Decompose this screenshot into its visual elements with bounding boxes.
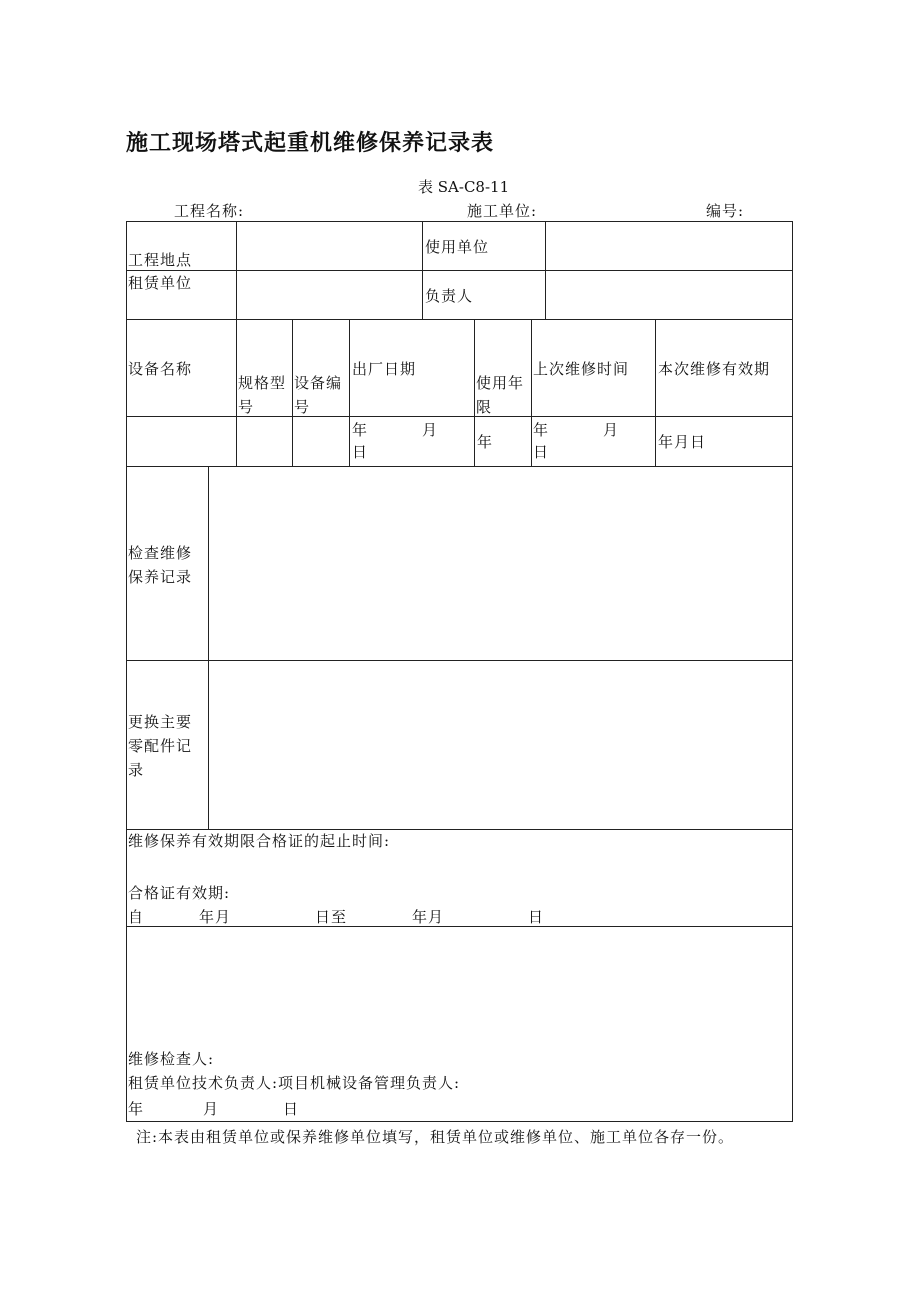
- project-name-label: 工程名称:: [174, 202, 245, 220]
- equip-no-header: 设备编号: [294, 374, 343, 416]
- table-border-right: [792, 221, 793, 1122]
- col-divider: [208, 466, 209, 829]
- col-divider: [474, 319, 475, 466]
- last-repair-month: 月: [603, 421, 620, 439]
- cert-valid-label: 合格证有效期:: [128, 884, 231, 902]
- row-divider: [126, 660, 793, 661]
- col-divider: [655, 319, 656, 466]
- cert-day-to: 日至: [315, 908, 348, 926]
- validity-header: 本次维修有效期: [658, 360, 771, 378]
- col-divider: [236, 319, 237, 466]
- cert-from: 自: [128, 908, 145, 926]
- inspection-record-label: 检查维修保养记录: [128, 544, 193, 586]
- location-label: 工程地点: [128, 251, 193, 269]
- number-label: 编号:: [706, 202, 745, 220]
- tech-leaders-label: 租赁单位技术负责人:项目机械设备管理负责人:: [128, 1074, 461, 1092]
- row-divider: [126, 319, 793, 320]
- cert-day: 日: [528, 908, 545, 926]
- using-unit-label: 使用单位: [425, 238, 490, 256]
- sign-month: 月: [203, 1100, 220, 1118]
- model-header: 规格型号: [238, 374, 287, 416]
- row-divider: [126, 270, 793, 271]
- factory-date-header: 出厂日期: [352, 360, 417, 378]
- sign-day: 日: [283, 1100, 300, 1118]
- col-divider: [422, 221, 423, 320]
- factory-day: 日: [352, 443, 369, 461]
- row-divider: [126, 466, 793, 467]
- cert-year-month-1: 年月: [199, 908, 232, 926]
- last-repair-year: 年: [533, 421, 550, 439]
- cert-period-line: 维修保养有效期限合格证的起止时间:: [128, 832, 391, 850]
- validity-date: 年月日: [658, 433, 707, 451]
- person-in-charge-label: 负责人: [425, 287, 474, 305]
- row-divider: [126, 416, 793, 417]
- table-border-left: [126, 221, 127, 1122]
- inspector-label: 维修检查人:: [128, 1050, 215, 1068]
- col-divider: [292, 319, 293, 466]
- last-repair-day: 日: [533, 443, 550, 461]
- lessor-label: 租赁单位: [128, 274, 193, 292]
- table-border-bottom: [126, 1121, 793, 1122]
- equip-name-header: 设备名称: [128, 360, 193, 378]
- footnote: 注:本表由租赁单位或保养维修单位填写，租赁单位或维修单位、施工单位各存一份。: [136, 1128, 735, 1146]
- life-year: 年: [477, 433, 494, 451]
- page-title: 施工现场塔式起重机维修保养记录表: [126, 131, 495, 156]
- cert-year-month-2: 年月: [412, 908, 445, 926]
- parts-record-label: 更换主要零配件记录: [128, 713, 193, 779]
- col-divider: [236, 221, 237, 320]
- factory-year: 年: [352, 421, 369, 439]
- col-divider: [545, 221, 546, 320]
- construction-unit-label: 施工单位:: [467, 202, 538, 220]
- table-border-top: [126, 221, 793, 222]
- factory-month: 月: [422, 421, 439, 439]
- last-repair-header: 上次维修时间: [533, 360, 630, 378]
- service-life-header: 使用年限: [476, 374, 525, 416]
- sign-year: 年: [128, 1100, 145, 1118]
- form-code: 表 SA-C8-11: [418, 178, 510, 196]
